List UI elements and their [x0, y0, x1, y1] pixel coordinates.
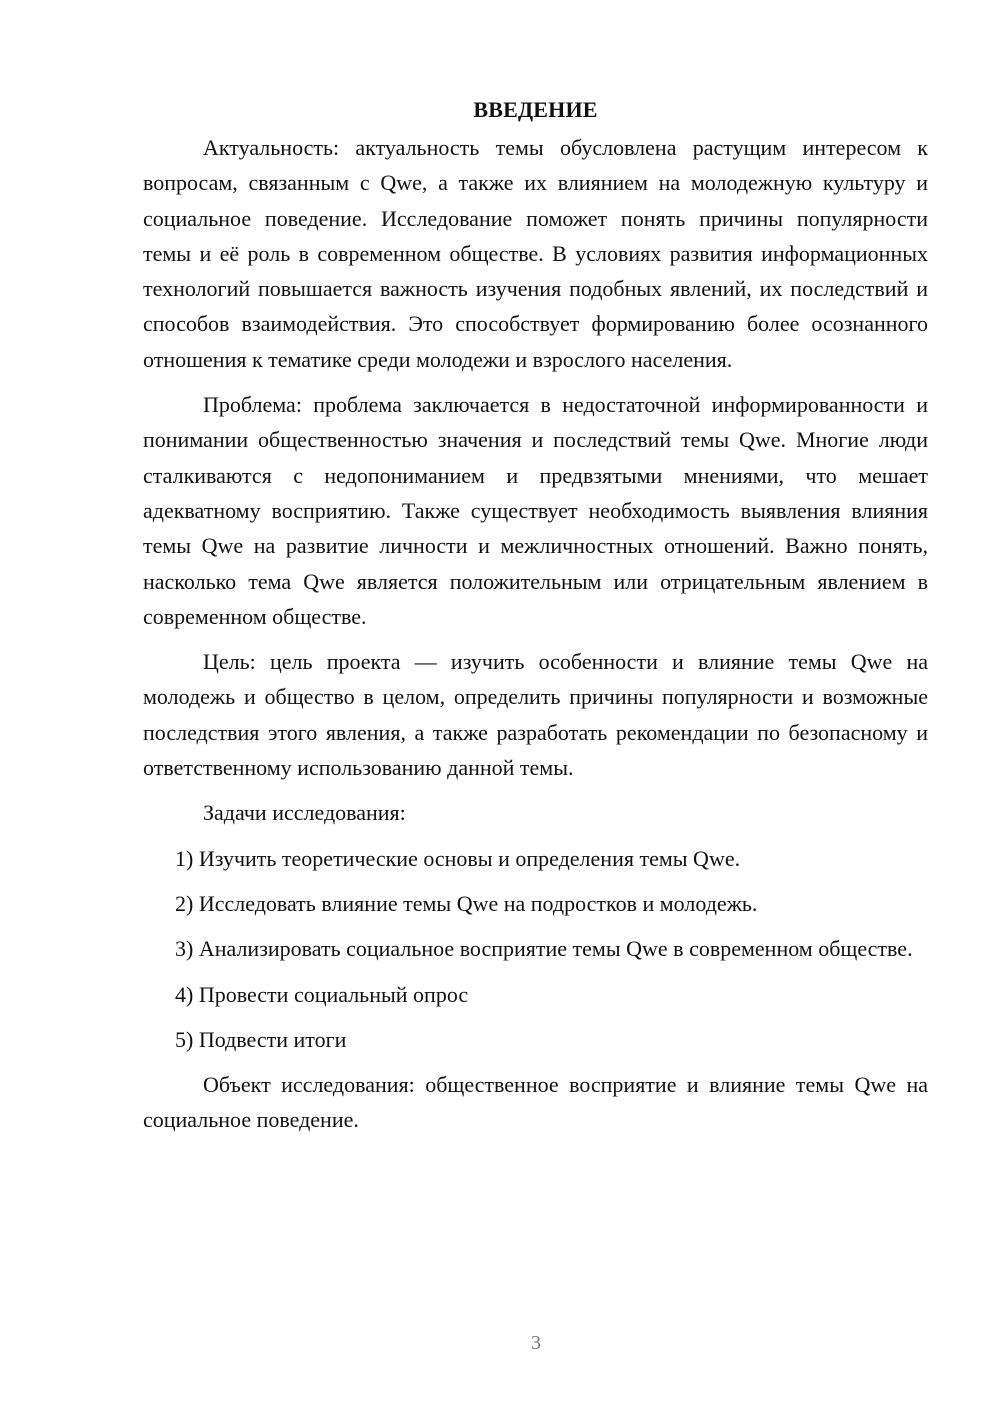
problem-paragraph: Проблема: проблема заключается в недостаточной информированности и понимании общественностью значения и последствий темы Qwe. Многие люди сталкиваются с недопониманием и предвзятыми мнениями, что мешает адекватному восприятию. Также существует необходимость выявления влияния темы Qwe на развитие личности и межличностных отношений. Важно понять, насколько тема Qwe является положительным или отрицательным явлением в современном обществе.	[143, 392, 928, 629]
task-item-3: 3) Анализировать социальное восприятие темы Qwe в современном обществе.	[175, 936, 913, 962]
relevance-paragraph: Актуальность: актуальность темы обусловлена растущим интересом к вопросам, связанным с Qwe, а также их влиянием на молодежную культуру и социальное поведение. Исследование поможет понять причины популярности темы и её роль в современном обществе. В условиях развития информационных технологий повышается важность изучения подобных явлений, их последствий и способов взаимодействия. Это способствует формированию более осознанного отношения к тематике среди молодежи и взрослого населения.	[143, 135, 928, 372]
task-item-4: 4) Провести социальный опрос	[175, 981, 469, 1007]
object-paragraph: Объект исследования: общественное восприятие и влияние темы Qwe на социальное поведение.	[143, 1072, 928, 1133]
task-item-1: 1) Изучить теоретические основы и определения темы Qwe.	[175, 845, 741, 871]
task-item-5: 5) Подвести итоги	[175, 1026, 347, 1052]
goal-paragraph: Цель: цель проекта — изучить особенности и влияние темы Qwe на молодежь и общество в целом, определить причины популярности и возможные последствия этого явления, а также разработать рекомендации по безопасному и ответственному использованию данной темы.	[143, 649, 928, 781]
task-item-2: 2) Исследовать влияние темы Qwe на подростков и молодежь.	[175, 890, 758, 916]
page-number: 3	[531, 1332, 541, 1354]
tasks-heading: Задачи исследования:	[203, 800, 406, 826]
document-page	[143, 92, 928, 1148]
page-title: ВВЕДЕНИЕ	[473, 97, 598, 122]
